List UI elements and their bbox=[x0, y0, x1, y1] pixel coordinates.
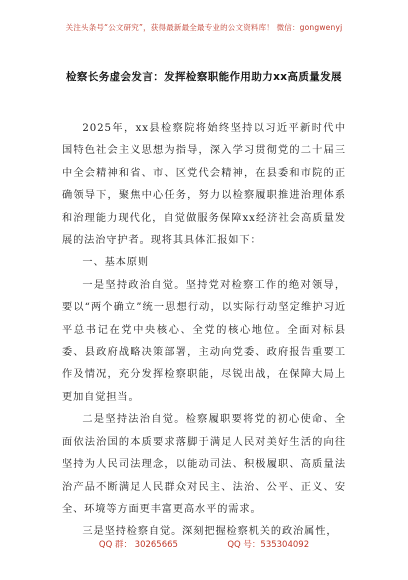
banner-text: 关注头条号“公文研究”，获得最新最全最专业的公文资料库！ 微信：gongwenyj bbox=[65, 23, 343, 32]
document-title: 检察长务虚会发言：发挥检察职能作用助力xx高质量发展 bbox=[66, 71, 342, 83]
paragraph-rule-of-law: 二是坚持法治自觉。检察履职要将党的初心使命、全面依法治国的本质要求落脚于满足人民对美好生活的向往坚持为人民司法理念，以能动司法、积极履职、高质量法治产品不断满足人民群众对民主、法治、公平、正义、安全、环境等方面更丰富更高水平的需求。 bbox=[62, 414, 346, 515]
paragraph-procuratorial: 三是坚持检察自觉。深刻把握检察机关的政治属性， bbox=[82, 526, 338, 538]
footer bbox=[0, 538, 408, 550]
section-heading: 一、基本原则 bbox=[82, 257, 149, 269]
footer-qq-number: QQ 号：535304092 bbox=[227, 540, 310, 550]
document-body bbox=[62, 118, 346, 544]
paragraph-intro: 2025年，xx县检察院将始终坚持以习近平新时代中国特色社会主义思想为指导，深入学习贯彻党的二十届三中全会精神和省、市、区党代会精神，在县委和市院的正确领导下，聚焦中心任务，努力以检察履职推进治理体系和治理能力现代化，自觉做服务保障xx经济社会高质量发展的法治守护者。现将其具体汇报如下： bbox=[62, 123, 346, 247]
paragraph-political: 一是坚持政治自觉。坚持党对检察工作的绝对领导，要以“两个确立”统一思想行动，以实际行动坚定维护习近平总书记在党中央核心、全党的核心地位。全面对标县委、县政府战略决策部署，主动向党委、政府报告重要工作及情况，充分发挥检察职能，尽锐出战，在保障大局上更加自觉担当。 bbox=[62, 279, 346, 403]
footer-qq-group: QQ 群： 30265665 bbox=[98, 540, 178, 550]
top-banner bbox=[0, 22, 408, 33]
